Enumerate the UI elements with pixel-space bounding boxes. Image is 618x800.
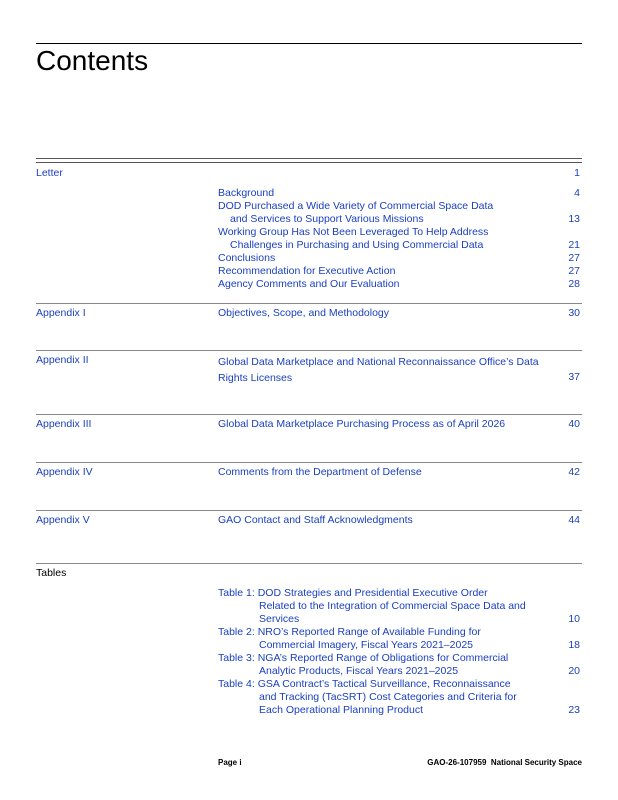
toc-item-page[interactable]: 13 xyxy=(568,213,580,225)
section-double-rule-2 xyxy=(36,162,582,163)
toc-appendix-iv-page[interactable]: 42 xyxy=(568,466,580,478)
toc-item-line: Services xyxy=(259,613,300,625)
toc-table-2[interactable] xyxy=(218,626,481,652)
toc-appendix-v-page[interactable]: 44 xyxy=(568,514,580,526)
toc-appendix-iv-label[interactable]: Appendix IV xyxy=(36,466,93,478)
toc-item-dod-purchased[interactable] xyxy=(218,200,493,226)
toc-item-line: DOD Purchased a Wide Variety of Commercial Space Data xyxy=(218,200,494,212)
toc-appendix-v-title[interactable]: GAO Contact and Staff Acknowledgments xyxy=(218,514,413,526)
toc-item-line: and Services to Support Various Missions xyxy=(230,213,424,225)
toc-item-page[interactable]: 27 xyxy=(568,252,580,264)
section-double-rule xyxy=(36,158,582,159)
toc-table-1-page[interactable]: 10 xyxy=(568,613,580,625)
toc-appendix-ii-label[interactable]: Appendix II xyxy=(36,354,89,366)
toc-letter-label[interactable]: Letter xyxy=(36,167,63,179)
toc-item-line: Table 3: NGA’s Reported Range of Obligations for Commercial xyxy=(218,652,509,664)
toc-item-line: Global Data Marketplace and National Reconnaissance Office’s Data xyxy=(218,356,539,368)
section-rule xyxy=(36,350,582,351)
toc-item-background[interactable]: Background xyxy=(218,187,275,199)
toc-item-line: Each Operational Planning Product xyxy=(259,704,424,716)
tables-heading: Tables xyxy=(36,567,67,579)
toc-appendix-iv-title[interactable]: Comments from the Department of Defense xyxy=(218,466,422,478)
toc-appendix-iii-title[interactable]: Global Data Marketplace Purchasing Process as of April 2026 xyxy=(218,418,506,430)
toc-item-line: Working Group Has Not Been Leveraged To Help Address xyxy=(218,226,489,238)
toc-table-4-page[interactable]: 23 xyxy=(568,704,580,716)
section-rule xyxy=(36,462,582,463)
toc-item-page[interactable]: 27 xyxy=(568,265,580,277)
toc-item-line: Commercial Imagery, Fiscal Years 2021–2025 xyxy=(259,639,473,651)
toc-item-page[interactable]: 4 xyxy=(574,187,580,199)
toc-item-line: Challenges in Purchasing and Using Commercial Data xyxy=(230,239,484,251)
toc-item-line: Rights Licenses xyxy=(218,372,293,384)
toc-item-line: and Tracking (TacSRT) Cost Categories and Criteria for xyxy=(259,691,517,703)
toc-appendix-iii-label[interactable]: Appendix III xyxy=(36,418,92,430)
toc-item-working-group[interactable] xyxy=(218,226,488,252)
toc-table-1[interactable] xyxy=(218,587,526,626)
toc-table-2-page[interactable]: 18 xyxy=(568,639,580,651)
section-rule xyxy=(36,414,582,415)
toc-appendix-ii-page[interactable]: 37 xyxy=(568,371,580,383)
section-rule xyxy=(36,563,582,564)
toc-item-conclusions[interactable]: Conclusions xyxy=(218,252,276,264)
toc-table-4[interactable] xyxy=(218,678,517,717)
toc-item-agency-comments[interactable]: Agency Comments and Our Evaluation xyxy=(218,278,400,290)
toc-item-page[interactable]: 28 xyxy=(568,278,580,290)
toc-appendix-ii-title[interactable] xyxy=(218,354,539,386)
toc-table-3-page[interactable]: 20 xyxy=(568,665,580,677)
section-rule xyxy=(36,510,582,511)
toc-appendix-iii-page[interactable]: 40 xyxy=(568,418,580,430)
toc-item-line: Related to the Integration of Commercial Space Data and xyxy=(259,600,526,612)
page-title: Contents xyxy=(36,45,149,76)
footer-report-id: GAO-26-107959 National Security Space xyxy=(427,758,582,767)
toc-item-recommendation[interactable]: Recommendation for Executive Action xyxy=(218,265,396,277)
section-rule xyxy=(36,303,582,304)
toc-table-3[interactable] xyxy=(218,652,508,678)
toc-item-line: Table 4: GSA Contract’s Tactical Surveillance, Reconnaissance xyxy=(218,678,511,690)
toc-item-line: Table 2: NRO’s Reported Range of Available Funding for xyxy=(218,626,481,638)
toc-appendix-i-title[interactable]: Objectives, Scope, and Methodology xyxy=(218,307,390,319)
toc-item-line: Table 1: DOD Strategies and Presidential Executive Order xyxy=(218,587,488,599)
footer-page-label: Page i xyxy=(218,758,242,767)
toc-item-page[interactable]: 21 xyxy=(568,239,580,251)
toc-letter-page[interactable]: 1 xyxy=(574,167,580,179)
toc-appendix-v-label[interactable]: Appendix V xyxy=(36,514,90,526)
toc-appendix-i-label[interactable]: Appendix I xyxy=(36,307,86,319)
toc-item-line: Analytic Products, Fiscal Years 2021–2025 xyxy=(259,665,459,677)
toc-appendix-i-page[interactable]: 30 xyxy=(568,307,580,319)
